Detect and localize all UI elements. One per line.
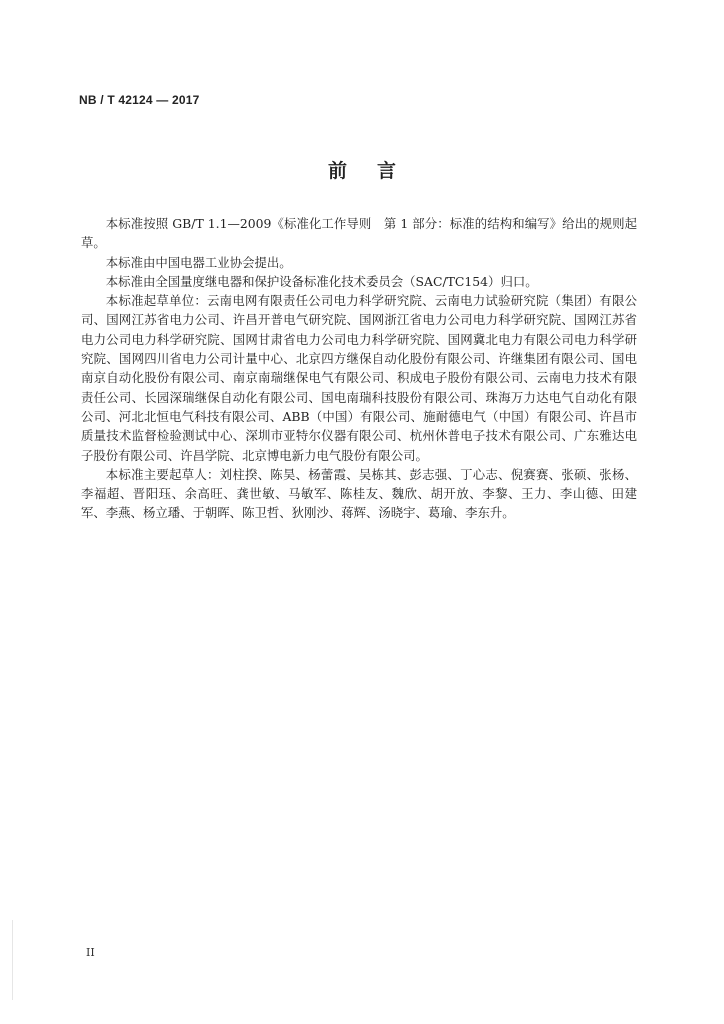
page-number: II — [86, 946, 95, 959]
paragraph-committee: 本标准由全国量度继电器和保护设备标准化技术委员会（SAC/TC154）归口。 — [105, 273, 538, 289]
paragraph-drafters: 本标准主要起草人：刘柱揆、陈昊、杨蕾霞、吴栋其、彭志强、丁心志、倪赛赛、张硕、张杨、李福超、晋阳珏、余高旺、龚世敏、马敏军、陈桂友、魏欣、胡开放、李黎、王力、李山德、田建军、李燕、杨立璠、于朝晖、陈卫哲、狄刚沙、蒋辉、汤晓宇、葛瑜、李东升。 — [81, 466, 637, 521]
paragraph-drafting-rules: 本标准按照 GB/T 1.1—2009《标准化工作导则 第 1 部分：标准的结构和编写》给出的规则起草。 — [81, 216, 637, 251]
scan-margin-line — [12, 920, 13, 1000]
standard-code-header: NB / T 42124 — 2017 — [79, 93, 200, 107]
foreword-body — [81, 214, 637, 523]
page-title: 前言 — [327, 160, 426, 182]
paragraph-drafting-units: 本标准起草单位：云南电网有限责任公司电力科学研究院、云南电力试验研究院（集团）有限公司、国网江苏省电力公司、许昌开普电气研究院、国网浙江省电力公司电力科学研究院、国网江苏省电力公司电力科学研究院、国网甘肃省电力公司电力科学研究院、国网冀北电力有限公司电力科学研究院、国网四川省电力公司计量中心、北京四方继保自动化股份有限公司、许继集团有限公司、国电南京自动化股份有限公司、南京南瑞继保电气有限公司、积成电子股份有限公司、云南电力技术有限责任公司、长园深瑞继保自动化有限公司、国电南瑞科技股份有限公司、珠海万力达电气自动化有限公司、河北北恒电气科技有限公司、ABB（中国）有限公司、施耐德电气（中国）有限公司、许昌市质量技术监督检验测试中心、深圳市亚特尔仪器有限公司、杭州休普电子技术有限公司、广东雅达电子股份有限公司、许昌学院、北京博电新力电气股份有限公司。 — [81, 293, 637, 463]
paragraph-proposer: 本标准由中国电器工业协会提出。 — [105, 254, 292, 270]
